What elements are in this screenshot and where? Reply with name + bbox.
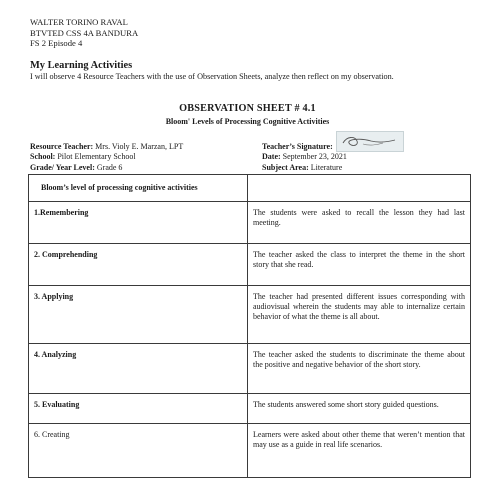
observation-table <box>28 174 471 478</box>
table-header-empty-cell <box>248 175 471 202</box>
description-cell: The teacher had presented different issues corresponding with audiovisual wherein the students may able to internalize certain behavior of what the theme is all about. <box>248 286 471 344</box>
sheet-title: OBSERVATION SHEET # 4.1 <box>179 103 316 114</box>
table-row <box>29 344 471 394</box>
resource-teacher-label: Resource Teacher: <box>30 142 94 151</box>
level-cell: 5. Evaluating <box>29 394 248 424</box>
learning-intro: I will observe 4 Resource Teachers with the use of Observation Sheets, analyze then reflect on my observation. <box>30 72 394 81</box>
student-header <box>30 17 138 49</box>
table-row <box>29 394 471 424</box>
level-cell: 1.Remembering <box>29 202 248 244</box>
table-row <box>29 202 471 244</box>
learning-activities-title: My Learning Activities <box>30 60 133 71</box>
date-label: Date: <box>262 152 281 162</box>
description-cell: The teacher asked the students to discriminate the theme about the positive and negative behavior of the short story. <box>248 344 471 394</box>
description-cell: The teacher asked the class to interpret the theme in the short story that she read. <box>248 244 471 286</box>
student-course: BTVTED CSS 4A BANDURA <box>30 27 139 38</box>
grade-value: Grade 6 <box>94 162 123 172</box>
date-line <box>262 152 347 162</box>
description-cell: The students answered some short story guided questions. <box>248 394 471 424</box>
student-name: WALTER TORINO RAVAL <box>30 17 128 27</box>
school-line <box>30 152 183 162</box>
info-right <box>262 142 347 173</box>
teacher-signature-image <box>336 131 404 152</box>
resource-teacher-value: Mrs. Violy E. Marzan, LPT <box>93 142 184 151</box>
subject-line <box>262 163 347 173</box>
signature-line <box>262 142 347 152</box>
level-cell: 6. Creating <box>29 424 248 478</box>
level-cell: 3. Applying <box>29 286 248 344</box>
description-cell: The students were asked to recall the lesson they had last meeting. <box>248 202 471 244</box>
grade-line <box>30 163 183 173</box>
sheet-subtitle: Bloom' Levels of Processing Cognitive Activities <box>165 117 330 126</box>
school-value: Pilot Elementary School <box>55 152 136 162</box>
table-row <box>29 424 471 478</box>
grade-label: Grade/ Year Level: <box>30 162 95 172</box>
level-cell: 4. Analyzing <box>29 344 248 394</box>
table-header-row <box>29 175 471 202</box>
info-left <box>30 142 183 173</box>
description-cell: Learners were asked about other theme that weren’t mention that may use as a guide in real life scenarios. <box>248 424 471 478</box>
table-header-cell: Bloom’s level of processing cognitive activities <box>29 175 248 202</box>
table-row <box>29 286 471 344</box>
table-row <box>29 244 471 286</box>
subject-label: Subject Area: <box>262 162 309 172</box>
date-value: September 23, 2021 <box>280 152 347 162</box>
school-label: School: <box>30 152 56 162</box>
episode-label: FS 2 Episode 4 <box>30 38 83 49</box>
subject-value: Literature <box>308 162 343 172</box>
resource-teacher-line <box>30 142 183 152</box>
signature-label: Teacher’s Signature: <box>262 142 333 151</box>
level-cell: 2. Comprehending <box>29 244 248 286</box>
signature-scribble-icon <box>337 132 403 151</box>
